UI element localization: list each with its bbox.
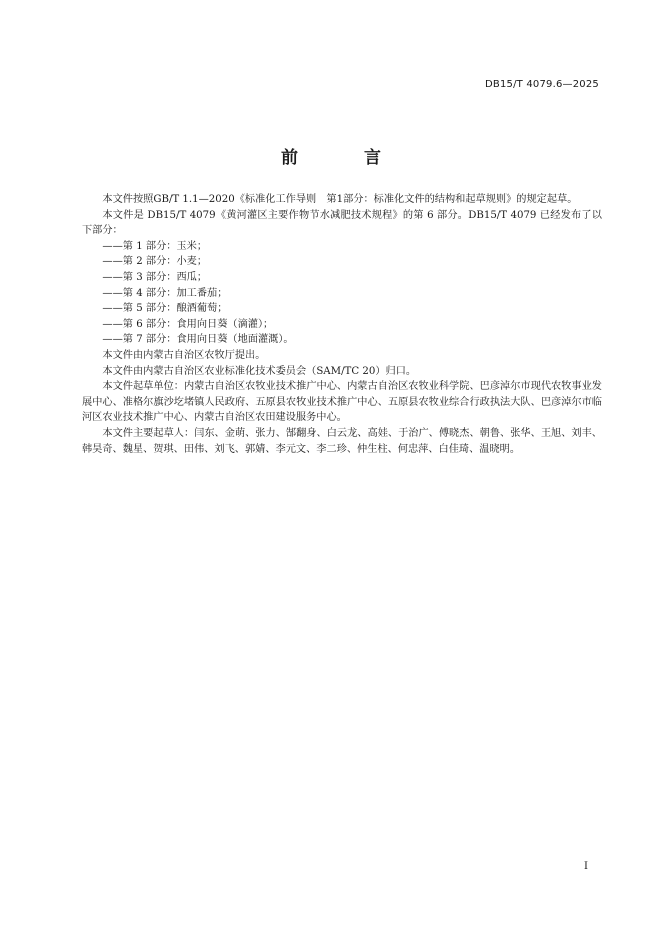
- document-body: [82, 192, 602, 457]
- list-item: ——第 1 部分：玉米；: [102, 240, 208, 252]
- list-item: ——第 6 部分：食用向日葵（滴灌）；: [102, 318, 274, 330]
- paragraph-series-info: 本文件是 DB15/T 4079《黄河灌区主要作物节水减肥技术规程》的第 6 部分。DB15/T 4079 已经发布了以下部分：: [82, 209, 602, 237]
- paragraph-drafting-units: 本文件起草单位：内蒙古自治区农牧业技术推广中心、内蒙古自治区农牧业科学院、巴彦淖尔市现代农牧事业发展中心、准格尔旗沙圪堵镇人民政府、五原县农牧业技术推广中心、五原县农牧业综合行政执法大队、巴彦淖尔市临河区农业技术推广中心、内蒙古自治区农田建设服务中心。: [82, 381, 602, 424]
- paragraph-committee: 本文件由内蒙古自治区农业标准化技术委员会（SAM/TC 20）归口。: [102, 365, 417, 377]
- paragraph-drafters: 本文件主要起草人：闫东、金萌、张力、郜翻身、白云龙、高娃、于治广、傅晓杰、朝鲁、张华、王旭、刘丰、韩昊奇、魏星、贺琪、田伟、刘飞、郭婧、李元文、李二珍、仲生柱、何忠萍、白佳琦、温晓明。: [82, 427, 602, 455]
- list-item: ——第 2 部分：小麦；: [102, 256, 208, 268]
- list-item: ——第 4 部分：加工番茄；: [102, 287, 228, 299]
- page-number: I: [584, 861, 588, 872]
- document-code: DB15/T 4079.6—2025: [485, 79, 599, 90]
- list-item: ——第 3 部分：西瓜；: [102, 271, 208, 283]
- page-title: 前 言: [281, 148, 411, 168]
- list-item: ——第 5 部分：酿酒葡萄；: [102, 303, 228, 315]
- paragraph-drafting-basis: 本文件按照GB/T 1.1—2020《标准化工作导则 第1部分：标准化文件的结构和起草规则》的规定起草。: [102, 194, 578, 205]
- paragraph-proposer: 本文件由内蒙古自治区农牧厅提出。: [102, 349, 266, 361]
- list-item: ——第 7 部分：食用向日葵（地面灌溉）。: [102, 334, 294, 346]
